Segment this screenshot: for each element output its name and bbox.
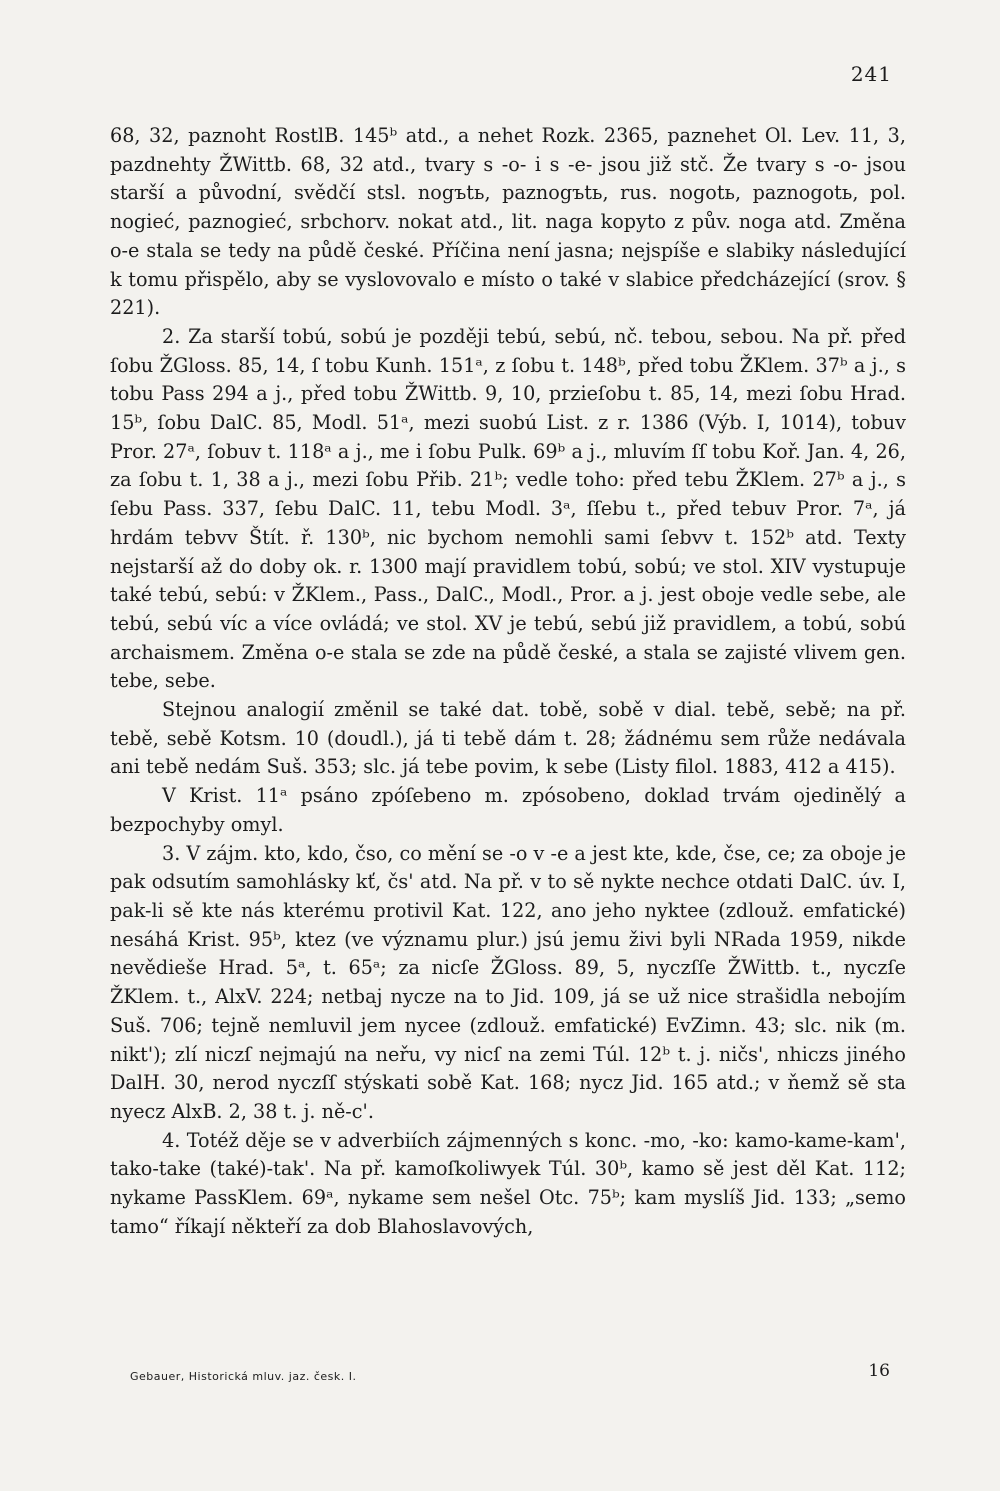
page-number: 241 [850, 62, 892, 86]
paragraph-5: 3. V zájm. kto, kdo, čso, co mění se -o v -e a jest kte, kde, čse, ce; za oboje je pak odsutím samohlásky kť, čs' atd. Na př. v to sě nykte nechce otdati DalC. úv. I, pak-li sě kte nás kterému protivil Kat. 122, ano jeho nyktee (zdlouž. emfatické) nesáhá Krist. 95ᵇ, ktez (ve významu plur.) jsú jemu živi byli NRada 1959, nikde nevědieše Hrad. 5ᵃ, t. 65ᵃ; za nicſe ŽGloss. 89, 5, nyczſſe ŽWittb. t., nyczſe ŽKlem. t., AlxV. 224; netbaj nycze na to Jid. 109, já se už nice strašidla nebojím Suš. 706; tejně nemluvil jem nycee (zdlouž. emfatické) EvZimn. 43; slc. nik (m. nikt'); zlí niczſ nejmajú na neřu, vy nicſ na zemi Túl. 12ᵇ t. j. ničs', nhiczs jiného DalH. 30, nerod nyczſſ stýskati sobě Kat. 168; nycz Jid. 165 atd.; v ňemž sě sta nyecz AlxB. 2, 38 t. j. ně-c'. [110, 841, 906, 1123]
paragraph-1: 68, 32, paznoht RostlB. 145ᵇ atd., a nehet Rozk. 2365, paznehet Ol. Lev. 11, 3, pazdnehty ŽWittb. 68, 32 atd., tvary s -o- i s -e- jsou již stč. Že tvary s -o- jsou starší a původní, svědčí stsl. nogъtь, paznogъtь, rus. nogotь, paznogotь, pol. nogieć, paznogieć, srbchorv. nokat atd., lit. naga kopyto z pův. noga atd. Změna o-e stala se tedy na půdě české. Příčina není jasna; nejspíše e slabiky následující k tomu přispělo, aby se vyslovovalo e místo o také v slabice předcházející (srov. § 221). [110, 124, 906, 320]
paragraph-4: V Krist. 11ᵃ psáno zpóſebeno m. zpósobeno, doklad trvám ojedinělý a bezpochyby omyl. [110, 784, 906, 836]
paragraph-6: 4. Totéž děje se v adverbiích zájmenných s konc. -mo, -ko: kamo-kame-kam', tako-take (také)-tak'. Na př. kamoſkoliwyek Túl. 30ᵇ, kamo sě jest děl Kat. 112; nykame PassKlem. 69ᵃ, nykame sem nešel Otc. 75ᵇ; kam myslíš Jid. 133; „semo tamo“ říkají někteří za dob Blahoslavových, [110, 1128, 906, 1238]
text-body [110, 122, 906, 1241]
footer-source: Gebauer, Historická mluv. jaz. česk. I. [130, 1370, 357, 1383]
paragraph-2: 2. Za starší tobú, sobú je později tebú, sebú, nč. tebou, sebou. Na př. před ſobu ŽGloss. 85, 14, ſ tobu Kunh. 151ᵃ, z ſobu t. 148ᵇ, před tobu ŽKlem. 37ᵇ a j., s tobu Pass 294 a j., před tobu ŽWittb. 9, 10, przieſobu t. 85, 14, mezi ſobu Hrad. 15ᵇ, ſobu DalC. 85, Modl. 51ᵃ, mezi suobú List. z r. 1386 (Výb. I, 1014), tobuv Pror. 27ᵃ, ſobuv t. 118ᵃ a j., me i ſobu Pulk. 69ᵇ a j., mluvím ſſ tobu Koř. Jan. 4, 26, za ſobu t. 1, 38 a j., mezi ſobu Přib. 21ᵇ; vedle toho: před tebu ŽKlem. 27ᵇ a j., s ſebu Pass. 337, ſebu DalC. 11, tebu Modl. 3ᵃ, ſſebu t., před tebuv Pror. 7ᵃ, já hrdám tebvv Štít. ř. 130ᵇ, nic bychom nemohli sami ſebvv t. 152ᵇ atd. Texty nejstarší až do doby ok. r. 1300 mají pravidlem tobú, sobú; ve stol. XIV vystupuje také tebú, sebú: v ŽKlem., Pass., DalC., Modl., Pror. a j. jest oboje vedle sebe, ale tebú, sebú víc a více ovládá; ve stol. XV je tebú, sebú již pravidlem, a tobú, sobú archaismem. Změna o-e stala se zde na půdě české, a stala se zajisté vlivem gen. tebe, sebe. [110, 324, 906, 693]
footer-sheet-number: 16 [868, 1361, 890, 1381]
paragraph-3: Stejnou analogií změnil se také dat. tobě, sobě v dial. tebě, sebě; na př. tebě, sebě Kotsm. 10 (doudl.), já ti tebě dám t. 28; žádnému sem růže nedávala ani tebě nedám Suš. 353; slc. já tebe povim, k sebe (Listy filol. 1883, 412 a 415). [110, 698, 906, 779]
page-footer [130, 1361, 890, 1384]
